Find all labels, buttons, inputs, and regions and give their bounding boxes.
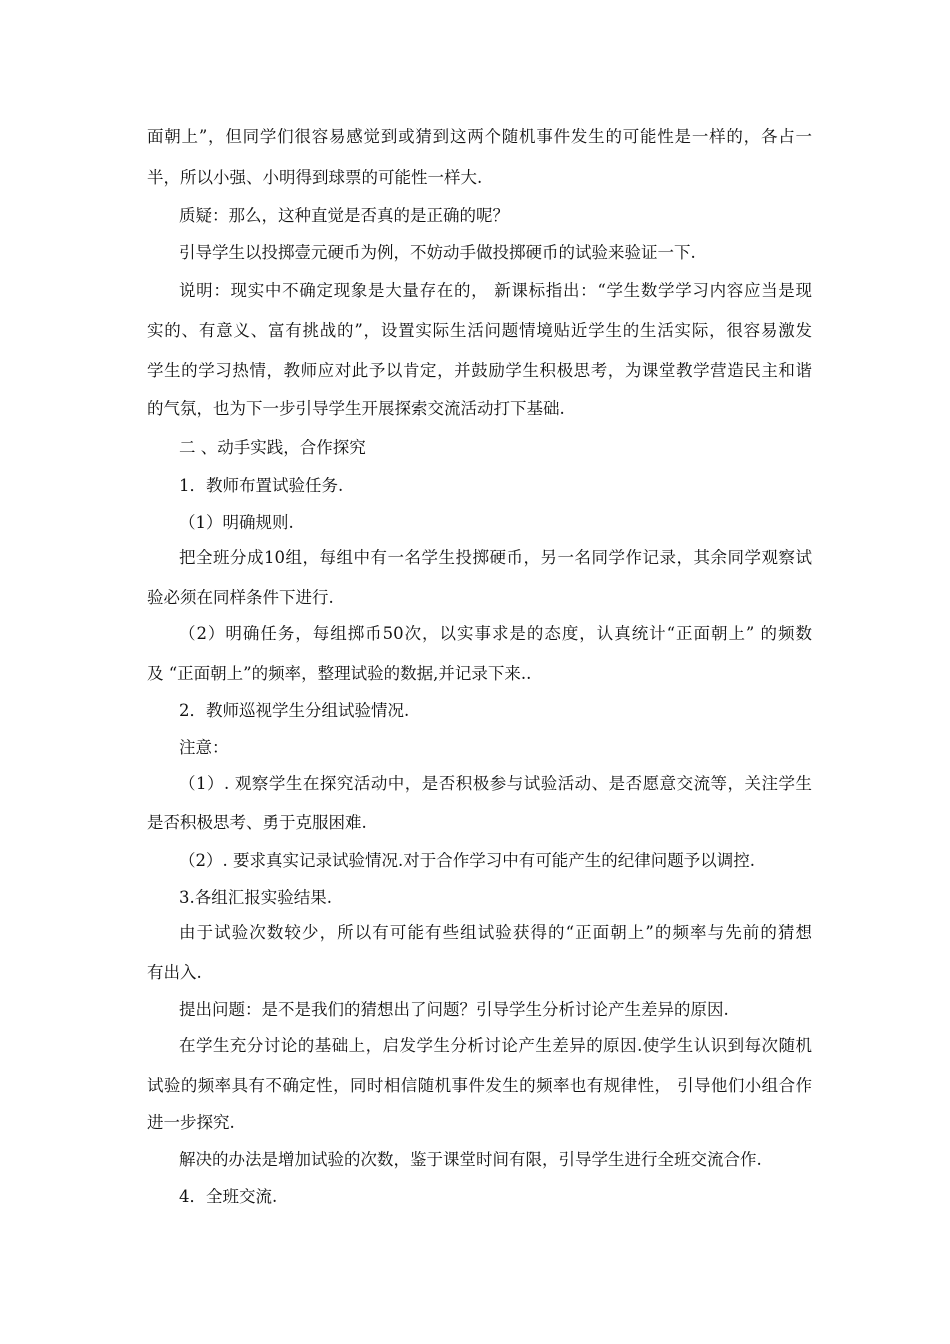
text-line: 半，所以小强、小明得到球票的可能性一样大. [147, 168, 483, 187]
text-line: 3.各组汇报实验结果. [179, 888, 332, 907]
text-line: 说明：现实中不确定现象是大量存在的， 新课标指出：“学生数学学习内容应当是现 [179, 281, 812, 300]
text-line: 2．教师巡视学生分组试验情况. [179, 701, 410, 720]
text-line: 4．全班交流. [179, 1187, 278, 1206]
text-line: （2）. 要求真实记录试验情况.对于合作学习中有可能产生的纪律问题予以调控. [179, 851, 755, 870]
text-line: 1．教师布置试验任务. [179, 476, 344, 495]
text-line: 引导学生以投掷壹元硬币为例，不妨动手做投掷硬币的试验来验证一下. [179, 243, 696, 262]
text-line: 提出问题：是不是我们的猜想出了问题？引导学生分析讨论产生差异的原因. [179, 1000, 729, 1019]
text-line: 实的、有意义、富有挑战的”，设置实际生活问题情境贴近学生的生活实际，很容易激发 [147, 321, 812, 340]
text-line: 及 “正面朝上”的频率，整理试验的数据,并记录下来.. [147, 664, 532, 683]
text-line: （1）明确规则. [179, 513, 294, 532]
text-line: 的气氛，也为下一步引导学生开展探索交流活动打下基础. [147, 399, 565, 418]
text-line: 质疑：那么，这种直觉是否真的是正确的呢？ [179, 206, 509, 225]
section-heading: 二 、动手实践，合作探究 [179, 438, 366, 457]
text-line: 解决的办法是增加试验的次数，鉴于课堂时间有限，引导学生进行全班交流合作. [179, 1150, 762, 1169]
text-line: 是否积极思考、勇于克服困难. [147, 813, 367, 832]
text-line: 由于试验次数较少，所以有可能有些组试验获得的“正面朝上”的频率与先前的猜想 [179, 923, 812, 942]
text-line: 在学生充分讨论的基础上，启发学生分析讨论产生差异的原因.使学生认识到每次随机 [179, 1036, 812, 1055]
text-line: 学生的学习热情，教师应对此予以肯定，并鼓励学生积极思考，为课堂教学营造民主和谐 [147, 361, 812, 380]
text-line: 验必须在同样条件下进行. [147, 588, 334, 607]
text-line: 进一步探究. [147, 1113, 235, 1132]
text-line: 把全班分成10组，每组中有一名学生投掷硬币，另一名同学作记录，其余同学观察试 [179, 548, 812, 567]
text-line: 试验的频率具有不确定性，同时相信随机事件发生的频率也有规律性， 引导他们小组合作 [147, 1076, 812, 1095]
text-line: （2）明确任务，每组掷币50次，以实事求是的态度，认真统计“正面朝上” 的频数 [179, 624, 812, 643]
text-line: （1）. 观察学生在探究活动中，是否积极参与试验活动、是否愿意交流等，关注学生 [179, 774, 812, 793]
text-line: 注意： [179, 738, 229, 757]
text-line: 有出入. [147, 963, 202, 982]
text-line: 面朝上”，但同学们很容易感觉到或猜到这两个随机事件发生的可能性是一样的，各占一 [147, 127, 812, 146]
